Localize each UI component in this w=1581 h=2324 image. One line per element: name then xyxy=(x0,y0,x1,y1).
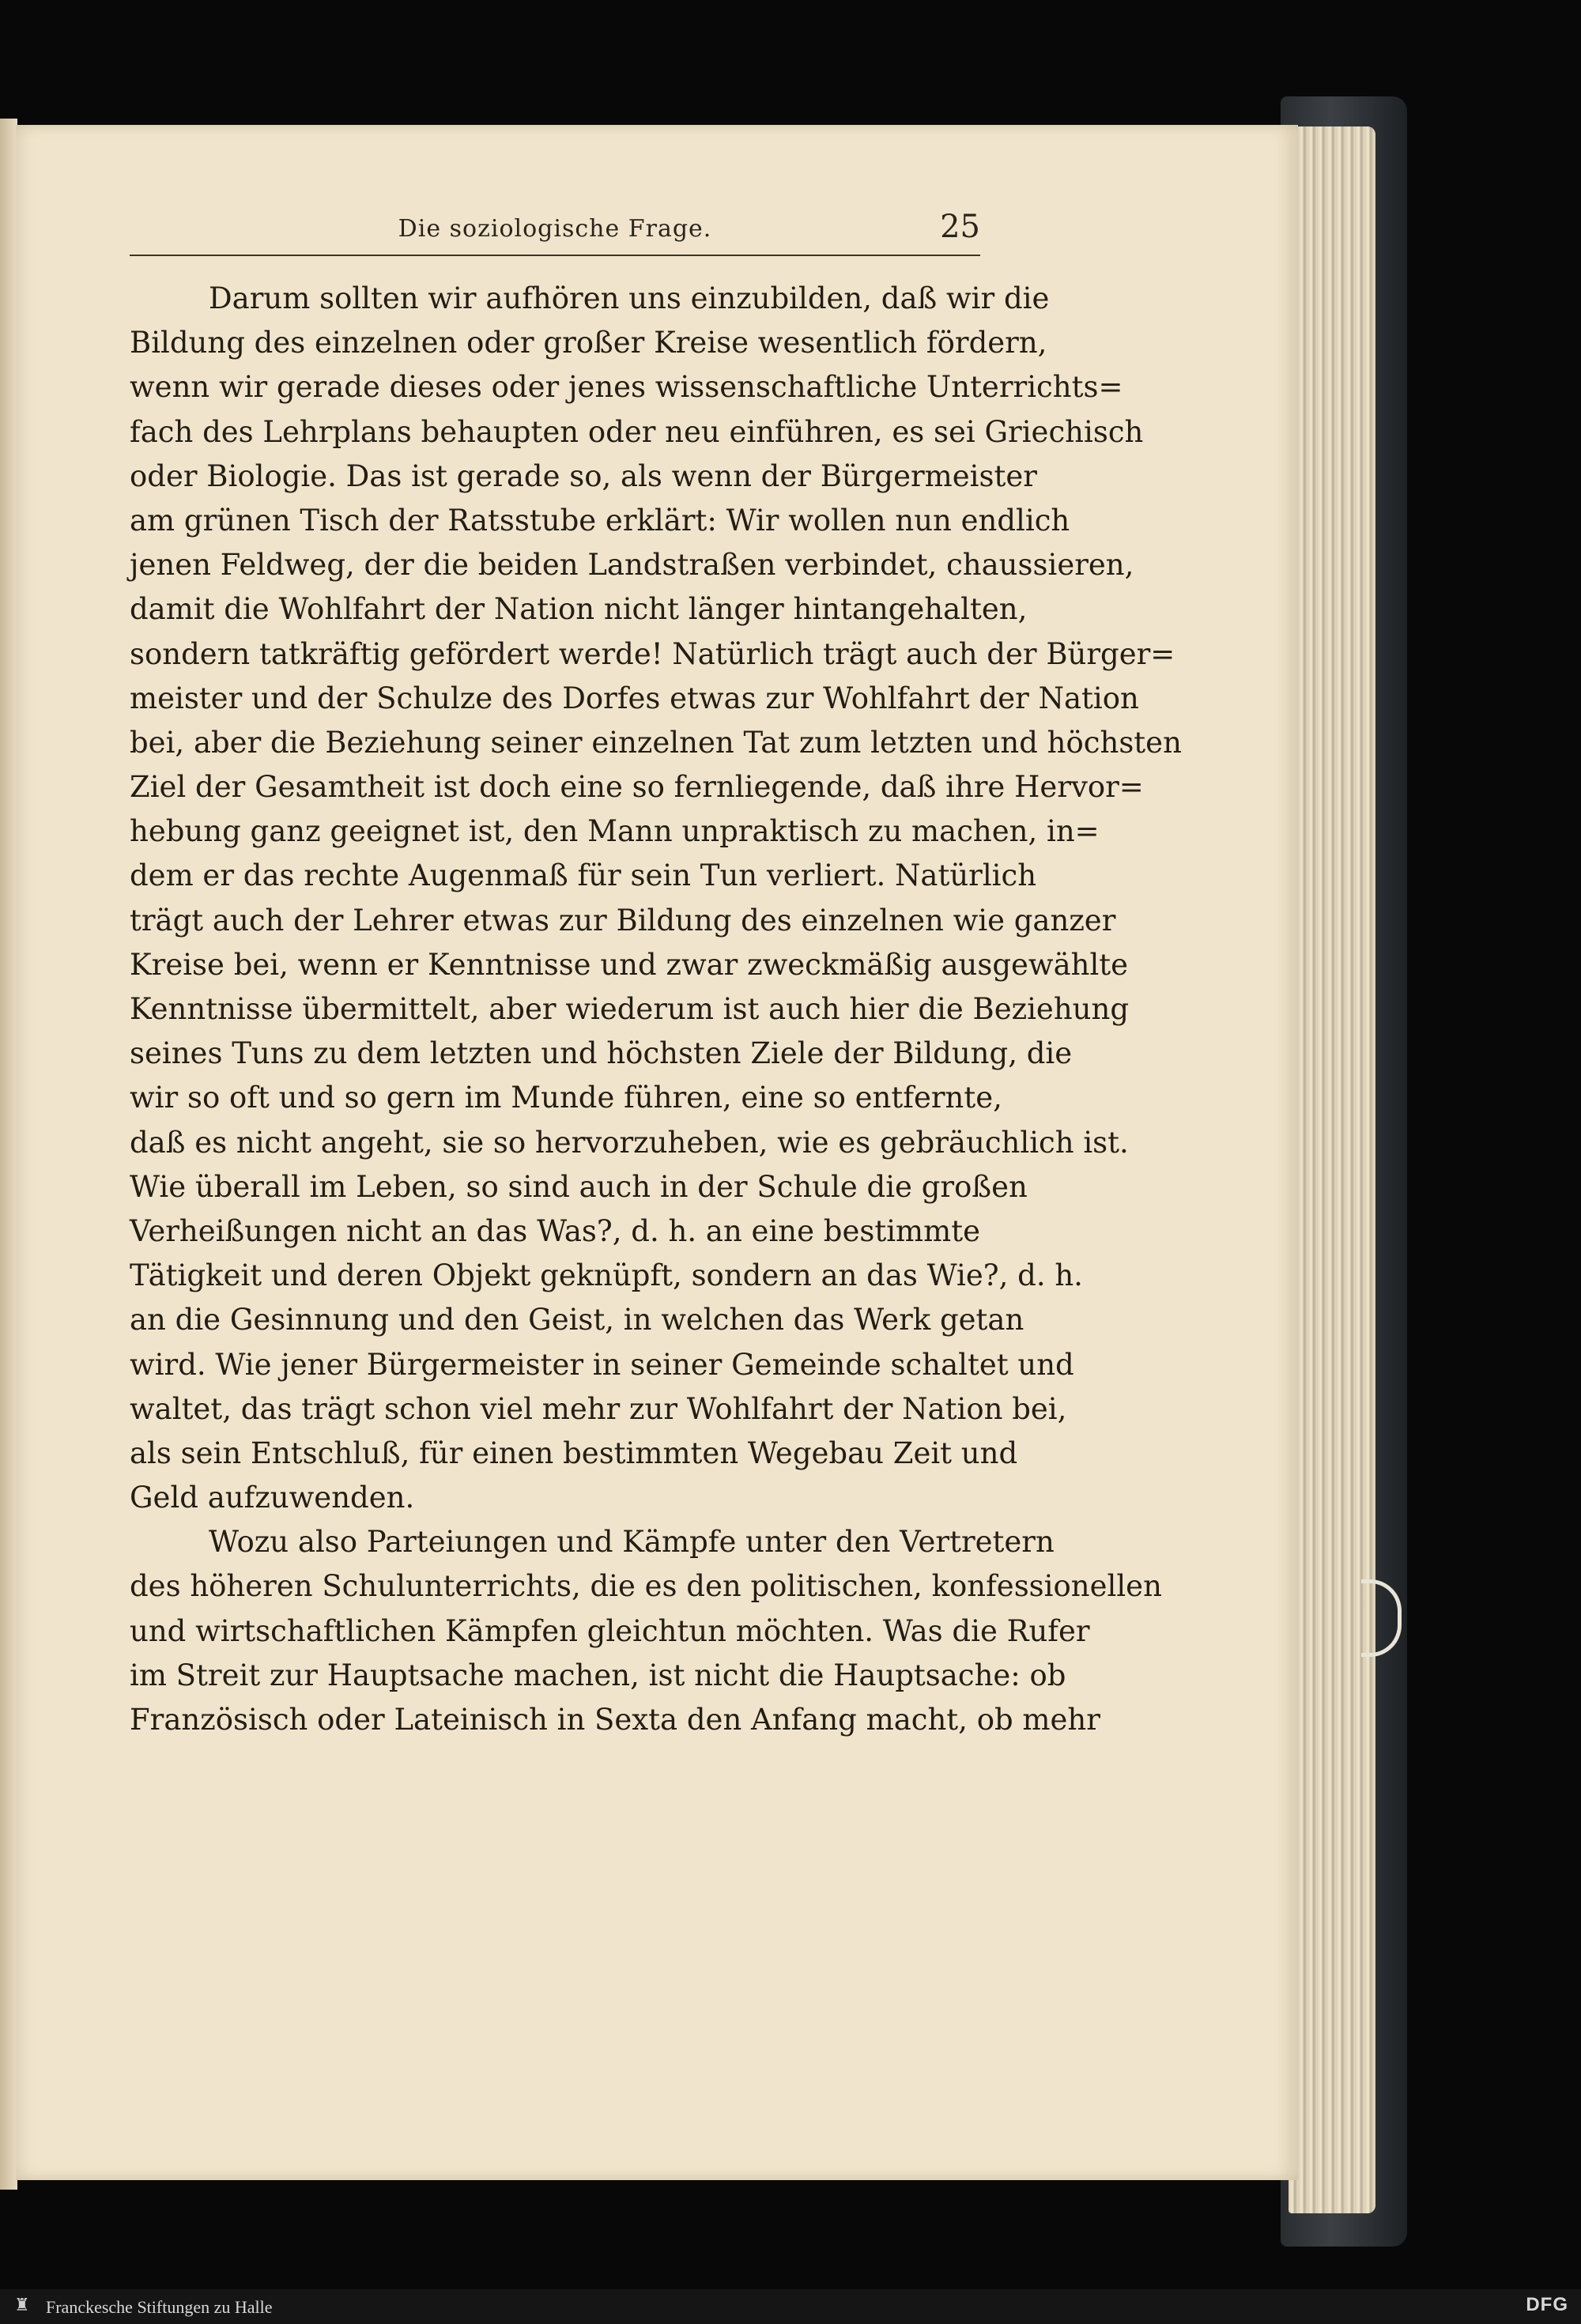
institution-label: Franckesche Stiftungen zu Halle xyxy=(46,2297,273,2317)
text-line: meister und der Schulze des Dorfes etwas zur Wohlfahrt der Nation xyxy=(130,681,1139,715)
institution-logo-icon: ♜ xyxy=(14,2296,30,2315)
text-line: an die Gesinnung und den Geist, in welchen das Werk getan xyxy=(130,1303,1024,1337)
text-line: bei, aber die Beziehung seiner einzelnen Tat zum letzten und höchsten xyxy=(130,725,1182,760)
text-line: waltet, das trägt schon viel mehr zur Wohlfahrt der Nation bei, xyxy=(130,1391,1067,1426)
text-line: Kenntnisse übermittelt, aber wiederum ist auch hier die Beziehung xyxy=(130,992,1129,1026)
text-line: Ziel der Gesamtheit ist doch eine so fernliegende, daß ihre Hervor= xyxy=(130,770,1144,805)
text-line: Bildung des einzelnen oder großer Kreise wesentlich fördern, xyxy=(130,326,1047,360)
text-line: am grünen Tisch der Ratsstube erklärt: Wir wollen nun endlich xyxy=(130,503,1070,538)
text-line: jenen Feldweg, der die beiden Landstraßen verbindet, chaussieren, xyxy=(130,548,1134,583)
text-line: damit die Wohlfahrt der Nation nicht länger hintangehalten, xyxy=(130,592,1028,627)
running-head xyxy=(130,207,980,256)
page-number: 25 xyxy=(940,209,980,245)
text-line: im Streit zur Hauptsache machen, ist nicht die Hauptsache: ob xyxy=(130,1658,1066,1692)
facing-page-edge xyxy=(0,119,17,2190)
text-line: und wirtschaftlichen Kämpfen gleichtun möchten. Was die Rufer xyxy=(130,1613,1090,1648)
text-line: als sein Entschluß, für einen bestimmten Wegebau Zeit und xyxy=(130,1436,1018,1470)
text-line: Französisch oder Lateinisch in Sexta den Anfang macht, ob mehr xyxy=(130,1703,1100,1737)
text-line: daß es nicht angeht, sie so hervorzuheben, wie es gebräuchlich ist. xyxy=(130,1125,1129,1160)
text-line: wir so oft und so gern im Munde führen, eine so entfernte, xyxy=(130,1081,1002,1115)
text-line: Geld aufzuwenden. xyxy=(130,1481,415,1515)
text-line: wenn wir gerade dieses oder jenes wissenschaftliche Unterrichts= xyxy=(130,370,1123,405)
text-line: oder Biologie. Das ist gerade so, als wenn der Bürgermeister xyxy=(130,458,1037,493)
text-line: dem er das rechte Augenmaß für sein Tun verliert. Natürlich xyxy=(130,858,1037,893)
running-title: Die soziologische Frage. xyxy=(398,215,712,243)
page-edges xyxy=(1289,126,1375,2213)
text-line: Wie überall im Leben, so sind auch in der Schule die großen xyxy=(130,1169,1028,1204)
text-line: Verheißungen nicht an das Was?, d. h. an eine bestimmte xyxy=(130,1213,980,1248)
text-line: wird. Wie jener Bürgermeister in seiner Gemeinde schaltet und xyxy=(130,1347,1074,1382)
text-line: seines Tuns zu dem letzten und höchsten Ziele der Bildung, die xyxy=(130,1036,1073,1071)
text-line: Darum sollten wir aufhören uns einzubilden, daß wir die xyxy=(209,281,1050,315)
text-line: Wozu also Parteiungen und Kämpfe unter den Vertretern xyxy=(209,1525,1055,1560)
text-line: Tätigkeit und deren Objekt geknüpft, sondern an das Wie?, d. h. xyxy=(130,1258,1083,1293)
text-line: fach des Lehrplans behaupten oder neu einführen, es sei Griechisch xyxy=(130,414,1144,449)
dfg-logo: DFG xyxy=(1526,2294,1568,2315)
body-text xyxy=(130,277,1182,1742)
text-line: sondern tatkräftig gefördert werde! Natürlich trägt auch der Bürger= xyxy=(130,636,1175,671)
text-line: trägt auch der Lehrer etwas zur Bildung des einzelnen wie ganzer xyxy=(130,903,1116,938)
text-line: hebung ganz geeignet ist, den Mann unpraktisch zu machen, in= xyxy=(130,814,1100,849)
text-line: Kreise bei, wenn er Kenntnisse und zwar zweckmäßig ausgewählte xyxy=(130,947,1129,982)
text-line: des höheren Schulunterrichts, die es den politischen, konfessionellen xyxy=(130,1569,1162,1604)
